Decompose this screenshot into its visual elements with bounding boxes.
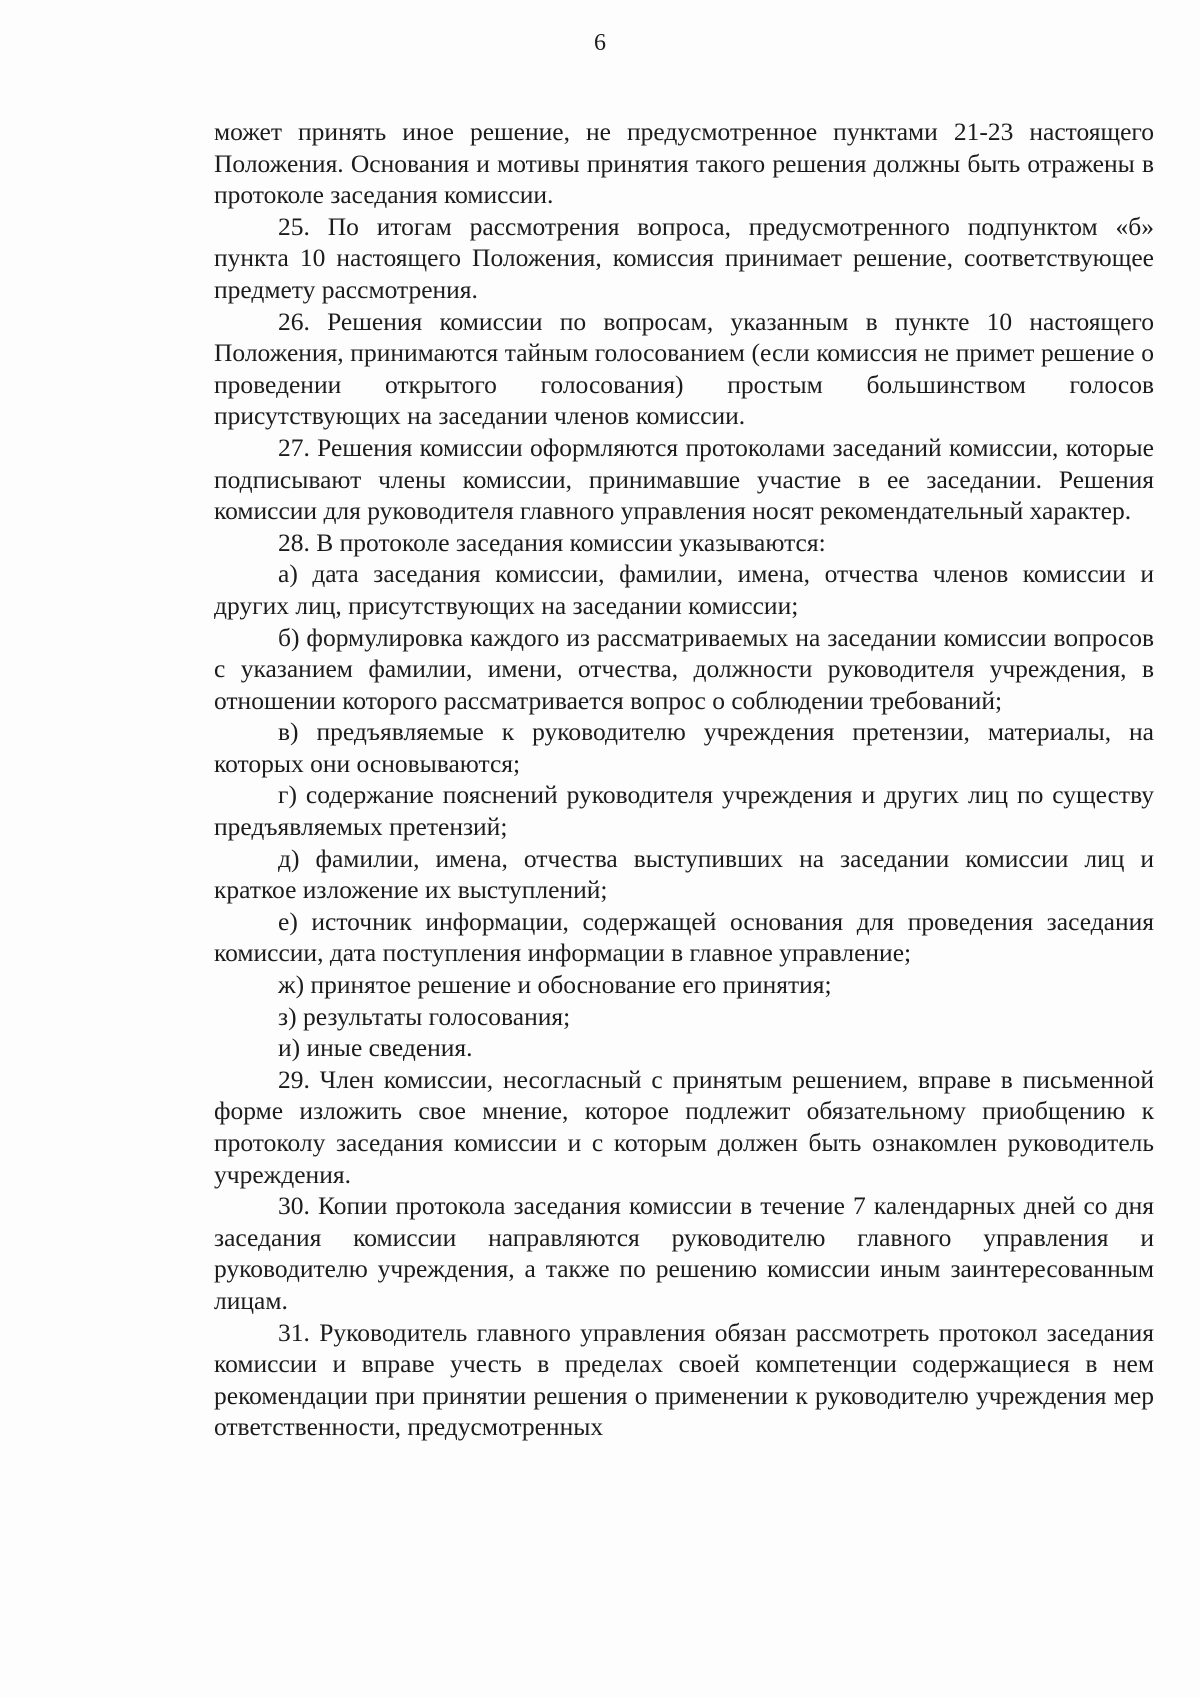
list-item-z: з) результаты голосования; [278,1001,571,1031]
list-item-zh: ж) принятое решение и обоснование его принятия; [278,970,832,1000]
paragraph-continuation: может принять иное решение, не предусмотренное пунктами 21-23 настоящего Положения. Основания и мотивы принятия такого решения должны быть отражены в протоколе заседания комиссии. [214,117,1154,210]
paragraph-29: 29. Член комиссии, несогласный с принятым решением, вправе в письменной форме изложить свое мнение, которое подлежит обязательному приобщению к протоколу заседания комиссии и с которым должен быть ознакомлен руководитель учреждения. [214,1064,1154,1189]
page-number: 6 [594,30,606,56]
paragraph-30: 30. Копии протокола заседания комиссии в течение 7 календарных дней со дня заседания комиссии направляются руководителю главного управления и руководителю учреждения, а также по решению комиссии иным заинтересованным лицам. [214,1191,1154,1315]
paragraph-27: 27. Решения комиссии оформляются протоколами заседаний комиссии, которые подписывают члены комиссии, принимавшие участие в ее заседании. Решения комиссии для руководителя главного управления носят рекомендательный характер. [214,432,1154,526]
paragraph-26: 26. Решения комиссии по вопросам, указанным в пункте 10 настоящего Положения, принимаются тайным голосованием (если комиссия не примет решение о проведении открытого голосования) простым большинством голосов присутствующих на заседании членов комиссии. [214,306,1154,431]
paragraph-25: 25. По итогам рассмотрения вопроса, предусмотренного подпунктом «б» пункта 10 настоящего Положения, комиссия принимает решение, соответствующее предмету рассмотрения. [214,211,1154,304]
list-item-v: в) предъявляемые к руководителю учреждения претензии, материалы, на которых они основываются; [214,717,1154,778]
list-item-g: г) содержание пояснений руководителя учреждения и других лиц по существу предъявляемых претензий; [214,780,1154,842]
list-item-i: и) иные сведения. [278,1033,473,1063]
paragraph-31: 31. Руководитель главного управления обязан рассмотреть протокол заседания комиссии и вправе учесть в пределах своей компетенции содержащиеся в нем рекомендации при принятии решения о применении к руководителю учреждения мер ответственности, предусмотренных [214,1317,1154,1442]
list-item-d: д) фамилии, имена, отчества выступивших на заседании комиссии лиц и краткое изложение их выступлений; [214,843,1154,905]
list-item-e: е) источник информации, содержащей основания для проведения заседания комиссии, дата поступления информации в главное управление; [214,906,1154,968]
list-item-b: б) формулировка каждого из рассматриваемых на заседании комиссии вопросов с указанием фамилии, имени, отчества, должности руководителя учреждения, в отношении которого рассматривается вопрос о соблюдении требований; [214,622,1154,715]
paragraph-28: 28. В протоколе заседания комиссии указываются: [278,527,826,557]
document-body [214,116,1154,1443]
list-item-a: а) дата заседания комиссии, фамилии, имена, отчества членов комиссии и других лиц, присутствующих на заседании комиссии; [214,559,1154,620]
